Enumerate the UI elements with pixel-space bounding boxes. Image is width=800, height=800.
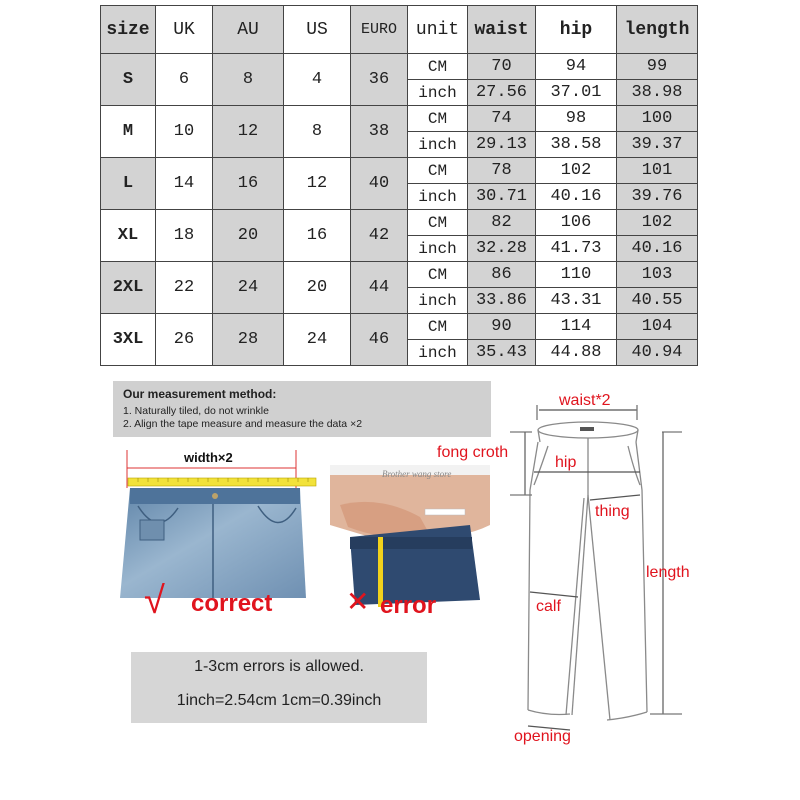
thigh-label: thing bbox=[595, 503, 630, 520]
au-cell: 12 bbox=[213, 106, 284, 158]
waist-cell: 35.43 bbox=[468, 340, 536, 366]
length-label: length bbox=[646, 564, 690, 581]
size-chart-table bbox=[100, 5, 698, 366]
us-cell: 16 bbox=[284, 210, 351, 262]
us-cell: 24 bbox=[284, 314, 351, 366]
hip-cell: 106 bbox=[536, 210, 617, 236]
us-cell: 8 bbox=[284, 106, 351, 158]
header-hip: hip bbox=[536, 6, 617, 54]
unit-cell: inch bbox=[408, 288, 468, 314]
au-cell: 28 bbox=[213, 314, 284, 366]
waist-label: waist*2 bbox=[559, 392, 611, 409]
length-cell: 39.76 bbox=[617, 184, 698, 210]
table-row bbox=[101, 54, 698, 80]
measurement-method-panel bbox=[113, 381, 491, 437]
unit-cell: CM bbox=[408, 210, 468, 236]
waist-cell: 86 bbox=[468, 262, 536, 288]
length-cell: 103 bbox=[617, 262, 698, 288]
uk-cell: 14 bbox=[156, 158, 213, 210]
size-cell: S bbox=[101, 54, 156, 106]
pants-measurement-diagram bbox=[437, 380, 710, 760]
unit-cell: CM bbox=[408, 106, 468, 132]
waist-cell: 33.86 bbox=[468, 288, 536, 314]
hip-cell: 114 bbox=[536, 314, 617, 340]
au-cell: 8 bbox=[213, 54, 284, 106]
uk-cell: 6 bbox=[156, 54, 213, 106]
length-cell: 40.16 bbox=[617, 236, 698, 262]
hip-cell: 98 bbox=[536, 106, 617, 132]
hip-cell: 38.58 bbox=[536, 132, 617, 158]
unit-cell: inch bbox=[408, 132, 468, 158]
hip-cell: 37.01 bbox=[536, 80, 617, 106]
error-measure-photo bbox=[330, 465, 490, 630]
length-cell: 40.55 bbox=[617, 288, 698, 314]
hip-cell: 40.16 bbox=[536, 184, 617, 210]
method-step-2: 2. Align the tape measure and measure the data ×2 bbox=[123, 418, 363, 430]
waist-cell: 30.71 bbox=[468, 184, 536, 210]
table-header-row bbox=[101, 6, 698, 54]
waist-cell: 90 bbox=[468, 314, 536, 340]
front-crotch-label: fong croth bbox=[437, 444, 509, 461]
header-uk: UK bbox=[156, 6, 213, 54]
table-row bbox=[101, 158, 698, 184]
unit-cell: CM bbox=[408, 314, 468, 340]
header-size: size bbox=[101, 6, 156, 54]
length-cell: 99 bbox=[617, 54, 698, 80]
correct-label: correct bbox=[191, 590, 273, 617]
table-row bbox=[101, 314, 698, 340]
uk-cell: 22 bbox=[156, 262, 213, 314]
error-tolerance-text: 1-3cm errors is allowed. bbox=[194, 658, 364, 675]
watermark-text: Brother wang store bbox=[382, 469, 452, 479]
size-cell: L bbox=[101, 158, 156, 210]
cross-mark-icon: ✕ bbox=[346, 586, 370, 617]
hip-cell: 94 bbox=[536, 54, 617, 80]
waist-cell: 74 bbox=[468, 106, 536, 132]
table-row bbox=[101, 106, 698, 132]
euro-cell: 38 bbox=[351, 106, 408, 158]
hip-cell: 110 bbox=[536, 262, 617, 288]
header-length: length bbox=[617, 6, 698, 54]
width-x2-label: width×2 bbox=[184, 450, 233, 465]
size-cell: 3XL bbox=[101, 314, 156, 366]
size-cell: M bbox=[101, 106, 156, 158]
waist-cell: 32.28 bbox=[468, 236, 536, 262]
us-cell: 4 bbox=[284, 54, 351, 106]
length-cell: 104 bbox=[617, 314, 698, 340]
waist-cell: 29.13 bbox=[468, 132, 536, 158]
us-cell: 12 bbox=[284, 158, 351, 210]
length-cell: 102 bbox=[617, 210, 698, 236]
unit-cell: inch bbox=[408, 184, 468, 210]
size-cell: XL bbox=[101, 210, 156, 262]
header-euro: EURO bbox=[351, 6, 408, 54]
waist-cell: 70 bbox=[468, 54, 536, 80]
unit-cell: inch bbox=[408, 236, 468, 262]
uk-cell: 10 bbox=[156, 106, 213, 158]
header-waist: waist bbox=[468, 6, 536, 54]
method-title: Our measurement method: bbox=[123, 387, 277, 401]
unit-cell: inch bbox=[408, 340, 468, 366]
calf-label: calf bbox=[536, 598, 561, 615]
euro-cell: 46 bbox=[351, 314, 408, 366]
header-us: US bbox=[284, 6, 351, 54]
au-cell: 20 bbox=[213, 210, 284, 262]
error-label: error bbox=[380, 592, 437, 619]
hip-cell: 41.73 bbox=[536, 236, 617, 262]
euro-cell: 36 bbox=[351, 54, 408, 106]
euro-cell: 44 bbox=[351, 262, 408, 314]
euro-cell: 42 bbox=[351, 210, 408, 262]
header-unit: unit bbox=[408, 6, 468, 54]
table-row bbox=[101, 262, 698, 288]
length-cell: 39.37 bbox=[617, 132, 698, 158]
us-cell: 20 bbox=[284, 262, 351, 314]
unit-cell: CM bbox=[408, 158, 468, 184]
au-cell: 24 bbox=[213, 262, 284, 314]
header-au: AU bbox=[213, 6, 284, 54]
opening-label: opening bbox=[514, 728, 571, 745]
euro-cell: 40 bbox=[351, 158, 408, 210]
unit-cell: inch bbox=[408, 80, 468, 106]
hip-cell: 102 bbox=[536, 158, 617, 184]
uk-cell: 26 bbox=[156, 314, 213, 366]
hip-label: hip bbox=[555, 454, 577, 471]
waist-cell: 78 bbox=[468, 158, 536, 184]
hip-cell: 43.31 bbox=[536, 288, 617, 314]
waist-cell: 27.56 bbox=[468, 80, 536, 106]
uk-cell: 18 bbox=[156, 210, 213, 262]
method-step-1: 1. Naturally tiled, do not wrinkle bbox=[123, 405, 269, 417]
length-cell: 40.94 bbox=[617, 340, 698, 366]
check-mark-icon: √ bbox=[144, 580, 165, 622]
unit-cell: CM bbox=[408, 262, 468, 288]
unit-cell: CM bbox=[408, 54, 468, 80]
au-cell: 16 bbox=[213, 158, 284, 210]
correct-measure-photo bbox=[118, 448, 324, 628]
unit-conversion-text: 1inch=2.54cm 1cm=0.39inch bbox=[176, 692, 382, 709]
length-cell: 38.98 bbox=[617, 80, 698, 106]
waist-cell: 82 bbox=[468, 210, 536, 236]
length-cell: 101 bbox=[617, 158, 698, 184]
length-cell: 100 bbox=[617, 106, 698, 132]
size-cell: 2XL bbox=[101, 262, 156, 314]
hip-cell: 44.88 bbox=[536, 340, 617, 366]
tolerance-note-panel bbox=[131, 652, 427, 723]
table-row bbox=[101, 210, 698, 236]
